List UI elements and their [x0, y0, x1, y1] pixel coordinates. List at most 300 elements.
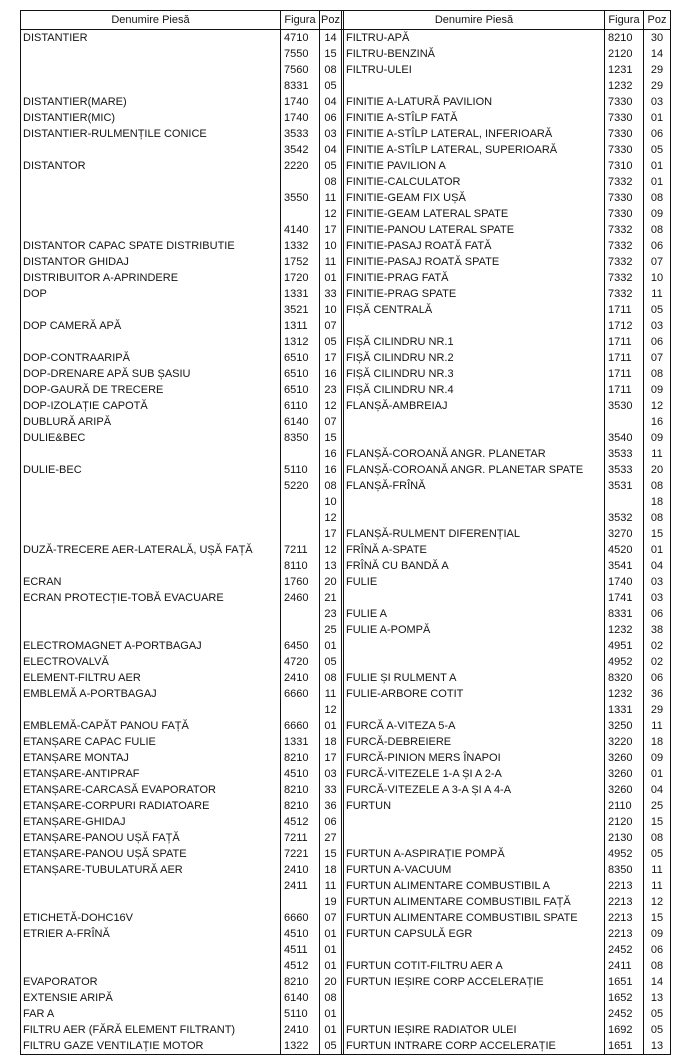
left-figure-cell: 2411	[281, 878, 320, 894]
right-position-cell: 14	[650, 48, 664, 60]
table-row	[21, 990, 670, 1006]
right-figure-cell: 2213	[605, 894, 644, 910]
left-part-name-cell: DISTRIBUITOR A-APRINDERE	[21, 270, 281, 286]
right-part-name-cell	[344, 1006, 605, 1022]
right-figure-cell: 1652	[605, 990, 644, 1006]
left-position-cell: 13	[320, 558, 344, 574]
left-figure-cell: 7211	[281, 830, 320, 846]
table-row	[21, 398, 670, 414]
right-position-cell: 01	[650, 160, 664, 172]
left-position-cell: 12	[320, 398, 344, 414]
left-position-cell: 07	[320, 910, 344, 926]
right-part-name-cell	[344, 990, 605, 1006]
left-position-cell: 08	[320, 478, 344, 494]
right-part-name-cell: FILTRU-APĂ	[344, 30, 605, 46]
left-figure-cell: 6660	[281, 718, 320, 734]
right-figure-cell: 4951	[605, 638, 644, 654]
left-position-cell: 18	[320, 862, 344, 878]
right-position-cell: 08	[650, 960, 664, 972]
table-row	[21, 750, 670, 766]
right-figure-cell	[605, 494, 644, 510]
right-part-name-cell: FINITIE A-LATURĂ PAVILION	[344, 94, 605, 110]
left-figure-cell: 8210	[281, 750, 320, 766]
left-part-name-cell: DISTANTOR CAPAC SPATE DISTRIBUTIE	[21, 238, 281, 254]
right-position-cell: 08	[650, 224, 664, 236]
left-part-name-cell	[21, 302, 281, 318]
right-position-cell: 12	[650, 400, 664, 412]
left-part-name-cell: DOP CAMERĂ APĂ	[21, 318, 281, 334]
left-part-name-cell: DOP	[21, 286, 281, 302]
table-row	[21, 174, 670, 190]
right-position-cell: 06	[650, 672, 664, 684]
left-position-cell: 03	[320, 126, 344, 142]
left-figure-cell: 8110	[281, 558, 320, 574]
right-figure-cell: 7330	[605, 126, 644, 142]
table-row	[21, 222, 670, 238]
table-row	[21, 78, 670, 94]
right-part-name-cell	[344, 494, 605, 510]
left-part-name-cell	[21, 494, 281, 510]
left-part-name-cell: ETANȘARE-CARCASĂ EVAPORATOR	[21, 782, 281, 798]
right-part-name-cell: FINITIE-GEAM LATERAL SPATE	[344, 206, 605, 222]
right-position-cell: 29	[650, 704, 664, 716]
right-figure-cell: 1711	[605, 350, 644, 366]
right-part-name-cell: FLANȘĂ-FRÎNĂ	[344, 478, 605, 494]
left-figure-cell: 8350	[281, 430, 320, 446]
right-part-name-cell: FLANȘĂ-COROANĂ ANGR. PLANETAR	[344, 446, 605, 462]
left-position-cell: 11	[320, 878, 344, 894]
right-figure-cell: 1712	[605, 318, 644, 334]
right-figure-cell: 3533	[605, 462, 644, 478]
table-row	[21, 94, 670, 110]
left-part-name-cell	[21, 78, 281, 94]
table-row	[21, 286, 670, 302]
left-part-name-cell: ETANȘARE-CORPURI RADIATOARE	[21, 798, 281, 814]
left-figure-cell	[281, 510, 320, 526]
left-position-cell: 05	[320, 1038, 344, 1054]
right-figure-cell: 7310	[605, 158, 644, 174]
right-position-cell: 11	[651, 288, 663, 300]
right-part-name-cell	[344, 942, 605, 958]
right-figure-cell: 1231	[605, 62, 644, 78]
left-part-name-cell	[21, 510, 281, 526]
left-poz-header: Poz	[320, 11, 344, 29]
right-figura-header: Figura	[605, 11, 644, 29]
left-part-name-cell: DISTANTIER	[21, 30, 281, 46]
table-row	[21, 334, 670, 350]
right-position-cell: 05	[650, 1024, 664, 1036]
left-part-name-cell	[21, 606, 281, 622]
right-part-name-cell: FURTUN ALIMENTARE COMBUSTIBIL SPATE	[344, 910, 605, 926]
left-part-name-cell: DISTANTOR GHIDAJ	[21, 254, 281, 270]
right-part-name-cell: FILTRU-BENZINĂ	[344, 46, 605, 62]
left-position-cell: 20	[320, 974, 344, 990]
right-figure-cell: 1692	[605, 1022, 644, 1038]
right-part-name-cell	[344, 590, 605, 606]
left-figure-cell: 2410	[281, 670, 320, 686]
left-part-name-cell: ETANȘARE-PANOU UȘĂ FAȚĂ	[21, 830, 281, 846]
left-position-cell: 07	[320, 414, 344, 430]
table-row	[21, 526, 670, 542]
right-position-cell: 16	[650, 416, 664, 428]
right-part-name-cell: FINITIE-GEAM FIX UȘĂ	[344, 190, 605, 206]
right-figure-cell: 2110	[605, 798, 644, 814]
right-figure-cell: 2452	[605, 942, 644, 958]
left-position-cell: 12	[320, 702, 344, 718]
left-part-name-cell: ETRIER A-FRÎNĂ	[21, 926, 281, 942]
right-part-name-cell: FINITIE-PASAJ ROATĂ FATĂ	[344, 238, 605, 254]
right-figure-cell: 7332	[605, 174, 644, 190]
right-position-cell: 13	[650, 1040, 664, 1052]
left-position-cell: 25	[320, 622, 344, 638]
right-part-name-cell: FIȘĂ CILINDRU NR.2	[344, 350, 605, 366]
left-position-cell: 12	[320, 206, 344, 222]
table-row	[21, 30, 670, 46]
left-position-cell: 01	[320, 638, 344, 654]
right-position-cell: 06	[650, 240, 664, 252]
right-position-cell: 08	[650, 512, 664, 524]
right-position-cell: 08	[650, 832, 664, 844]
right-position-cell: 01	[650, 544, 664, 556]
right-part-name-cell	[344, 414, 605, 430]
right-figure-cell: 8350	[605, 862, 644, 878]
left-position-cell: 06	[320, 110, 344, 126]
table-row	[21, 158, 670, 174]
right-part-name-cell: FURCĂ-PINION MERS ÎNAPOI	[344, 750, 605, 766]
table-row	[21, 46, 670, 62]
right-part-name-cell: FURTUN COTIT-FILTRU AER A	[344, 958, 605, 974]
right-part-name-cell: FURCĂ-VITEZELE A 3-A ȘI A 4-A	[344, 782, 605, 798]
right-part-name-cell: FURTUN	[344, 798, 605, 814]
right-part-name-cell	[344, 510, 605, 526]
left-part-name-cell: EMBLEMĂ A-PORTBAGAJ	[21, 686, 281, 702]
right-position-cell: 07	[650, 352, 664, 364]
right-position-cell: 06	[650, 336, 664, 348]
left-position-cell: 23	[320, 606, 344, 622]
left-figure-cell: 7221	[281, 846, 320, 862]
right-position-cell: 20	[650, 464, 664, 476]
left-figure-cell: 3533	[281, 126, 320, 142]
right-part-name-cell: FINITIE A-STÎLP LATERAL, SUPERIOARĂ	[344, 142, 605, 158]
left-position-cell: 08	[320, 174, 344, 190]
left-part-name-cell	[21, 958, 281, 974]
table-row	[21, 510, 670, 526]
left-part-name-cell: ELECTROMAGNET A-PORTBAGAJ	[21, 638, 281, 654]
left-part-name-cell	[21, 46, 281, 62]
left-figure-cell: 4720	[281, 654, 320, 670]
left-figure-cell	[281, 894, 320, 910]
left-position-cell: 17	[320, 526, 344, 542]
right-name-header: Denumire Piesă	[344, 11, 605, 29]
right-position-cell: 14	[650, 976, 664, 988]
right-figure-cell: 3250	[605, 718, 644, 734]
left-part-name-cell: ETICHETĂ-DOHC16V	[21, 910, 281, 926]
left-position-cell: 08	[320, 670, 344, 686]
right-part-name-cell: FINITIE-PRAG SPATE	[344, 286, 605, 302]
right-figure-cell: 3530	[605, 398, 644, 414]
right-figure-cell: 4952	[605, 654, 644, 670]
left-figure-cell: 1720	[281, 270, 320, 286]
right-position-cell: 01	[650, 768, 664, 780]
right-poz-header: Poz	[647, 14, 667, 26]
right-figure-cell: 2411	[605, 958, 644, 974]
table-row	[21, 942, 670, 958]
left-part-name-cell: DISTANTOR	[21, 158, 281, 174]
right-part-name-cell: FURCĂ-VITEZELE 1-A ȘI A 2-A	[344, 766, 605, 782]
left-part-name-cell: DOP-CONTRAARIPĂ	[21, 350, 281, 366]
left-figure-cell: 1322	[281, 1038, 320, 1054]
right-position-cell: 01	[650, 112, 664, 124]
right-position-cell: 15	[650, 528, 664, 540]
right-position-cell: 02	[650, 656, 664, 668]
table-row	[21, 462, 670, 478]
left-figura-header: Figura	[281, 11, 320, 29]
left-position-cell: 23	[320, 382, 344, 398]
left-part-name-cell	[21, 558, 281, 574]
right-position-cell: 09	[650, 384, 664, 396]
right-position-cell: 08	[650, 368, 664, 380]
right-position-cell: 01	[650, 176, 664, 188]
right-part-name-cell: FURTUN A-ASPIRAȚIE POMPĂ	[344, 846, 605, 862]
right-figure-cell: 1711	[605, 302, 644, 318]
left-part-name-cell	[21, 190, 281, 206]
left-part-name-cell	[21, 206, 281, 222]
left-position-cell: 01	[320, 958, 344, 974]
left-part-name-cell: DOP-DRENARE APĂ SUB ȘASIU	[21, 366, 281, 382]
right-position-cell: 38	[650, 624, 664, 636]
right-figure-cell: 7330	[605, 94, 644, 110]
right-position-cell: 30	[650, 32, 664, 44]
left-figure-cell: 4512	[281, 958, 320, 974]
right-position-cell: 03	[650, 576, 664, 588]
left-position-cell: 36	[320, 798, 344, 814]
left-figure-cell: 1740	[281, 94, 320, 110]
right-figure-cell: 1740	[605, 574, 644, 590]
left-position-cell: 05	[320, 158, 344, 174]
left-figure-cell: 1752	[281, 254, 320, 270]
right-position-cell: 04	[650, 784, 664, 796]
left-figure-cell: 1331	[281, 734, 320, 750]
right-position-cell: 11	[651, 720, 663, 732]
table-row	[21, 734, 670, 750]
right-figure-cell: 2120	[605, 814, 644, 830]
right-position-cell: 02	[650, 640, 664, 652]
table-row	[21, 622, 670, 638]
left-part-name-cell	[21, 942, 281, 958]
right-figure-cell: 7330	[605, 142, 644, 158]
left-part-name-cell: DULIE&BEC	[21, 430, 281, 446]
right-figure-cell: 2120	[605, 46, 644, 62]
right-figure-cell: 2213	[605, 910, 644, 926]
left-part-name-cell: FAR A	[21, 1006, 281, 1022]
left-position-cell: 16	[320, 366, 344, 382]
left-position-cell: 11	[320, 190, 344, 206]
left-figure-cell: 4510	[281, 926, 320, 942]
table-header-row	[21, 11, 670, 30]
left-figure-cell: 6660	[281, 910, 320, 926]
left-position-cell: 08	[320, 62, 344, 78]
table-row	[21, 1006, 670, 1022]
left-figure-cell: 7211	[281, 542, 320, 558]
left-figure-cell	[281, 446, 320, 462]
table-row	[21, 910, 670, 926]
right-part-name-cell: FINITIE-PRAG FATĂ	[344, 270, 605, 286]
left-position-cell: 19	[320, 894, 344, 910]
right-position-cell: 29	[650, 64, 664, 76]
left-part-name-cell: ECRAN	[21, 574, 281, 590]
right-position-cell: 11	[651, 864, 663, 876]
left-part-name-cell: DISTANTIER(MARE)	[21, 94, 281, 110]
left-position-cell: 16	[320, 446, 344, 462]
left-part-name-cell	[21, 62, 281, 78]
left-position-cell: 15	[320, 430, 344, 446]
left-part-name-cell	[21, 878, 281, 894]
right-part-name-cell: FURTUN INTRARE CORP ACCELERAȚIE	[344, 1038, 605, 1054]
right-position-cell: 08	[650, 192, 664, 204]
right-part-name-cell: FINITIE-PASAJ ROATĂ SPATE	[344, 254, 605, 270]
left-part-name-cell: FILTRU GAZE VENTILAȚIE MOTOR	[21, 1038, 281, 1054]
table-row	[21, 1038, 670, 1054]
left-position-cell: 01	[320, 718, 344, 734]
table-row	[21, 254, 670, 270]
table-row	[21, 558, 670, 574]
right-part-name-cell	[344, 318, 605, 334]
left-part-name-cell	[21, 174, 281, 190]
right-figure-cell: 4952	[605, 846, 644, 862]
left-part-name-cell: ELECTROVALVĂ	[21, 654, 281, 670]
table-row	[21, 670, 670, 686]
left-position-cell: 04	[320, 94, 344, 110]
right-part-name-cell: FINITIE-PANOU LATERAL SPATE	[344, 222, 605, 238]
left-position-cell: 17	[320, 350, 344, 366]
left-position-cell: 07	[320, 318, 344, 334]
table-row	[21, 718, 670, 734]
table-row	[21, 814, 670, 830]
table-row	[21, 766, 670, 782]
table-row	[21, 606, 670, 622]
right-figure-cell: 7330	[605, 190, 644, 206]
right-position-cell: 11	[651, 448, 663, 460]
left-position-cell: 16	[320, 462, 344, 478]
right-figure-cell: 7332	[605, 286, 644, 302]
left-part-name-cell: DISTANTIER-RULMENȚILE CONICE	[21, 126, 281, 142]
table-row	[21, 974, 670, 990]
right-part-name-cell: FIȘĂ CILINDRU NR.3	[344, 366, 605, 382]
table-row	[21, 302, 670, 318]
table-row	[21, 542, 670, 558]
left-position-cell: 15	[320, 46, 344, 62]
right-part-name-cell	[344, 78, 605, 94]
left-part-name-cell	[21, 622, 281, 638]
left-figure-cell: 6140	[281, 990, 320, 1006]
left-figure-cell: 4140	[281, 222, 320, 238]
right-position-cell: 11	[651, 880, 663, 892]
table-row	[21, 142, 670, 158]
left-part-name-cell	[21, 334, 281, 350]
right-position-cell: 18	[650, 736, 664, 748]
left-figure-cell: 4511	[281, 942, 320, 958]
left-figure-cell	[281, 702, 320, 718]
left-figure-cell: 6660	[281, 686, 320, 702]
left-position-cell: 05	[320, 334, 344, 350]
right-part-name-cell: FRÎNĂ A-SPATE	[344, 542, 605, 558]
right-part-name-cell	[344, 654, 605, 670]
left-part-name-cell: EXTENSIE ARIPĂ	[21, 990, 281, 1006]
left-figure-cell: 1331	[281, 286, 320, 302]
left-figure-cell: 6510	[281, 350, 320, 366]
left-position-cell: 20	[320, 574, 344, 590]
left-figure-cell: 8210	[281, 782, 320, 798]
left-part-name-cell: ETANȘARE CAPAC FULIE	[21, 734, 281, 750]
table-row	[21, 926, 670, 942]
right-position-cell: 29	[650, 80, 664, 92]
right-position-cell: 05	[650, 848, 664, 860]
left-position-cell: 21	[320, 590, 344, 606]
left-figure-cell: 4512	[281, 814, 320, 830]
left-figure-cell: 6140	[281, 414, 320, 430]
right-position-cell: 25	[650, 800, 664, 812]
right-position-cell: 06	[650, 944, 664, 956]
table-row	[21, 414, 670, 430]
left-figure-cell: 7560	[281, 62, 320, 78]
left-part-name-cell: DUBLURĂ ARIPĂ	[21, 414, 281, 430]
right-position-cell: 36	[650, 688, 664, 700]
left-position-cell: 01	[320, 270, 344, 286]
left-position-cell: 11	[320, 254, 344, 270]
right-figure-cell: 3260	[605, 766, 644, 782]
left-figure-cell: 2460	[281, 590, 320, 606]
left-name-header: Denumire Piesă	[21, 11, 281, 29]
right-part-name-cell: FRÎNĂ CU BANDĂ A	[344, 558, 605, 574]
right-figure-cell: 1331	[605, 702, 644, 718]
right-part-name-cell: FILTRU-ULEI	[344, 62, 605, 78]
left-figure-cell: 2410	[281, 862, 320, 878]
table-row	[21, 702, 670, 718]
table-row	[21, 62, 670, 78]
right-part-name-cell: FURTUN A-VACUUM	[344, 862, 605, 878]
table-row	[21, 206, 670, 222]
right-figure-cell: 7332	[605, 270, 644, 286]
left-part-name-cell: EVAPORATOR	[21, 974, 281, 990]
right-part-name-cell: FLANȘĂ-RULMENT DIFERENȚIAL	[344, 526, 605, 542]
right-position-cell: 06	[650, 128, 664, 140]
left-part-name-cell	[21, 142, 281, 158]
left-figure-cell	[281, 206, 320, 222]
left-part-name-cell: FILTRU AER (FĂRĂ ELEMENT FILTRANT)	[21, 1022, 281, 1038]
right-part-name-cell: FULIE-ARBORE COTIT	[344, 686, 605, 702]
right-figure-cell: 1711	[605, 366, 644, 382]
left-position-cell: 27	[320, 830, 344, 846]
right-position-cell: 03	[650, 592, 664, 604]
left-part-name-cell	[21, 446, 281, 462]
right-part-name-cell	[344, 830, 605, 846]
left-figure-cell: 8331	[281, 78, 320, 94]
right-part-name-cell: FULIE	[344, 574, 605, 590]
left-figure-cell	[281, 606, 320, 622]
table-row	[21, 238, 670, 254]
left-part-name-cell: EMBLEMĂ-CAPĂT PANOU FAȚĂ	[21, 718, 281, 734]
right-position-cell: 15	[650, 912, 664, 924]
right-figure-cell: 3220	[605, 734, 644, 750]
left-position-cell: 18	[320, 734, 344, 750]
right-figure-cell: 3531	[605, 478, 644, 494]
left-position-cell: 15	[320, 846, 344, 862]
left-figure-cell: 5110	[281, 462, 320, 478]
left-part-name-cell: DOP-IZOLAȚIE CAPOTĂ	[21, 398, 281, 414]
left-figure-cell	[281, 174, 320, 190]
left-part-name-cell: ETANȘARE-GHIDAJ	[21, 814, 281, 830]
table-row	[21, 430, 670, 446]
